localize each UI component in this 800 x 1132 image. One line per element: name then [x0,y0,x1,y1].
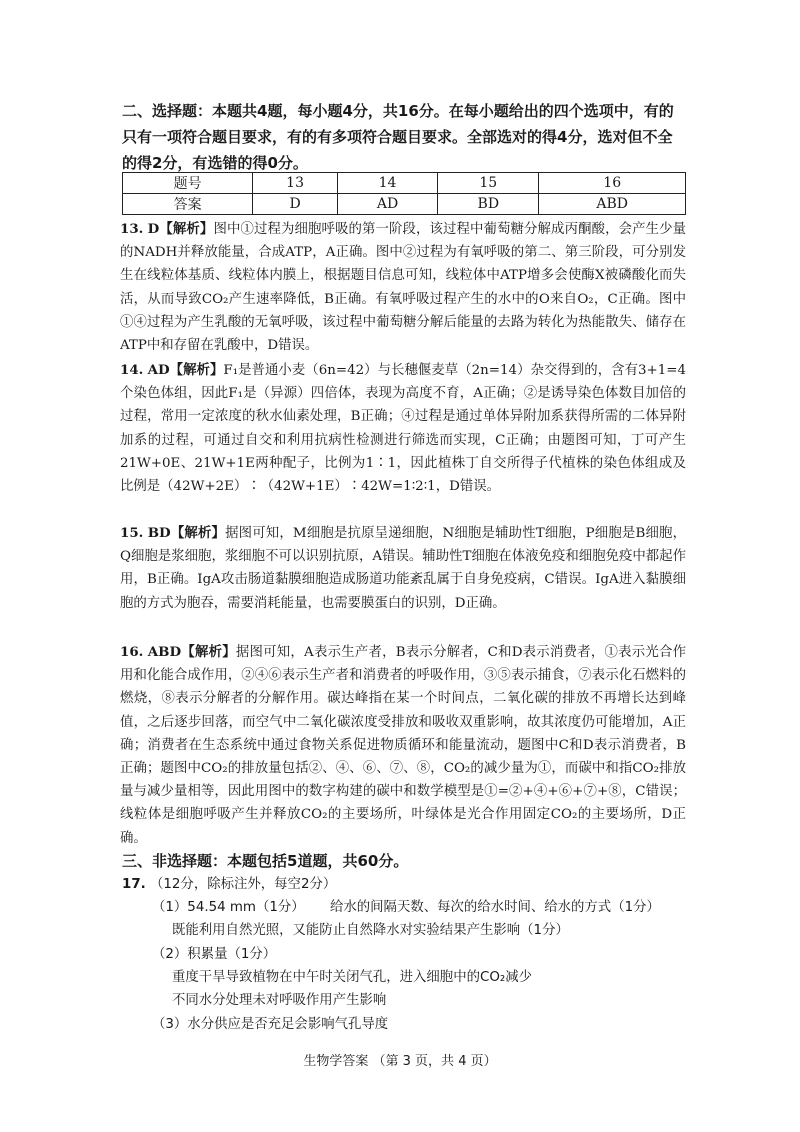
q17-header [122,874,336,896]
question-number-cell: 16 [539,173,686,194]
q16-number: 16. [120,644,144,660]
q13-answer: D [147,221,160,237]
q17-part1-variables: 给水的间隔天数、每次的给水时间、给水的方式（1分） [330,900,660,915]
answer-cell: AD [337,194,437,215]
q17-part3-answer: （3）水分供应是否充足会影响气孔导度 [152,1017,389,1032]
answer-cell: ABD [539,194,686,215]
q17-number: 17. [122,877,146,892]
q17-part2-answer: （2）积累量（1分） [152,947,277,962]
q15-explanation [120,522,686,615]
section3-heading: 三、非选择题：本题包括5道题，共60分。 [122,852,409,870]
answer-table-answer-row [123,194,686,215]
q16-explanation [120,641,686,850]
q15-text: 据图可知，M细胞是抗原呈递细胞，N细胞是辅助性T细胞，P细胞是B细胞，Q细胞是浆细胞，浆细胞不可以识别抗原，A错误。辅助性T细胞在体液免疫和细胞免疫中都起作用，B正确。IgA攻击肠道黏膜细胞造成肠道功能紊乱属于自身免疫病，C错误。IgA进入黏膜细胞的方式为胞吞，需要消耗能量，也需要膜蛋白的识别，D正确。 [120,526,686,611]
q14-number: 14. [120,362,144,378]
page-footer: 生物学答案 （第 3 页，共 4 页） [303,1054,497,1069]
answer-table [122,172,686,215]
q16-answer: ABD [147,644,182,660]
answer-cell: D [253,194,338,215]
question-number-cell: 15 [438,173,539,194]
answer-table-number-row [123,173,686,194]
q17-part1-answer: （1）54.54 mm（1分） [152,900,305,915]
q15-analysis-tag: 【解析】 [170,525,226,541]
q14-text: F₁是普通小麦（6n=42）与长穗偃麦草（2n=14）杂交得到的，含有3+1=4个染色体组，因此F₁是（异源）四倍体，表现为高度不育，A正确；②是诱导染色体数目加倍的过程，常用一定浓度的秋水仙素处理，B正确；④过程是通过单体异附加系获得所需的二体异附加系的过程，可通过自交和利用抗病性检测进行筛选而实现，C正确；由题图可知，丁可产生21W+0E、21W+1E两种配子，比例为1∶1，因此植株丁自交所得子代植株的染色体组成及比例是（42W+2E）∶（42W+1E）∶42W=1∶2∶1，D错误。 [120,363,687,495]
q16-text: 据图可知，A表示生产者，B表示分解者，C和D表示消费者，①表示光合作用和化能合成作用，②④⑥表示生产者和消费者的呼吸作用，③⑤表示捕食，⑦表示化石燃料的燃烧，⑧表示分解者的分解作用。碳达峰指在某一个时间点，二氧化碳的排放不再增长达到峰值，之后逐步回落，而空气中二氧化碳浓度受排放和吸收双重影响，故其浓度仍可能增加，A正确；消费者在生态系统中通过食物关系促进物质循环和能量流动，题图中C和D表示消费者，B正确；题图中CO₂的排放量包括②、④、⑥、⑦、⑧，CO₂的减少量为①，而碳中和指CO₂排放量与减少量相等，因此用图中的数字构建的碳中和数学模型是①=②+④+⑥+⑦+⑧，C错误；线粒体是细胞呼吸产生并释放CO₂的主要场所，叶绿体是光合作用固定CO₂的主要场所，D正确。 [120,645,686,846]
q13-text: 图中①过程为细胞呼吸的第一阶段，该过程中葡萄糖分解成丙酮酸，会产生少量的NADH并释放能量，合成ATP，A正确。图中②过程为有氧呼吸的第二、第三阶段，可分别发生在线粒体基质、线粒体内膜上，根据题目信息可知，线粒体中ATP增多会使酶X被磷酸化而失活，从而导致CO₂产生速率降低，B正确。有氧呼吸过程产生的水中的O来自O₂，C正确。图中①④过程为产生乳酸的无氧呼吸，该过程中葡萄糖分解后能量的去路为转化为热能散失、储存在ATP中和存留在乳酸中，D错误。 [120,222,686,354]
q13-number: 13. [120,221,144,237]
q17-part2-line2: 不同水分处理未对呼吸作用产生影响 [172,993,387,1008]
row-label-number: 题号 [123,173,253,194]
q15-answer: BD [147,525,171,541]
row-label-answer: 答案 [123,194,253,215]
answer-cell: BD [438,194,539,215]
q13-explanation [120,218,686,357]
q15-number: 15. [120,525,144,541]
q17-intro: （12分，除标注外，每空2分） [150,877,337,892]
question-number-cell: 14 [337,173,437,194]
q17-part2-line1: 重度干旱导致植物在中午时关闭气孔，进入细胞中的CO₂减少 [172,970,533,985]
section2-heading: 二、选择题：本题共4题，每小题4分，共16分。在每小题给出的四个选项中，有的只有一项符合题目要求，有的有多项符合题目要求。全部选对的得4分，选对但不全的得2分，有选错的得0分。 [122,102,674,172]
q17-part1-reason: 既能利用自然光照，又能防止自然降水对实验结果产生影响（1分） [172,923,569,938]
q14-analysis-tag: 【解析】 [169,362,224,378]
q14-explanation [120,359,686,498]
q14-answer: AD [147,362,170,378]
q13-analysis-tag: 【解析】 [159,221,214,237]
question-number-cell: 13 [253,173,338,194]
q16-analysis-tag: 【解析】 [181,644,236,660]
